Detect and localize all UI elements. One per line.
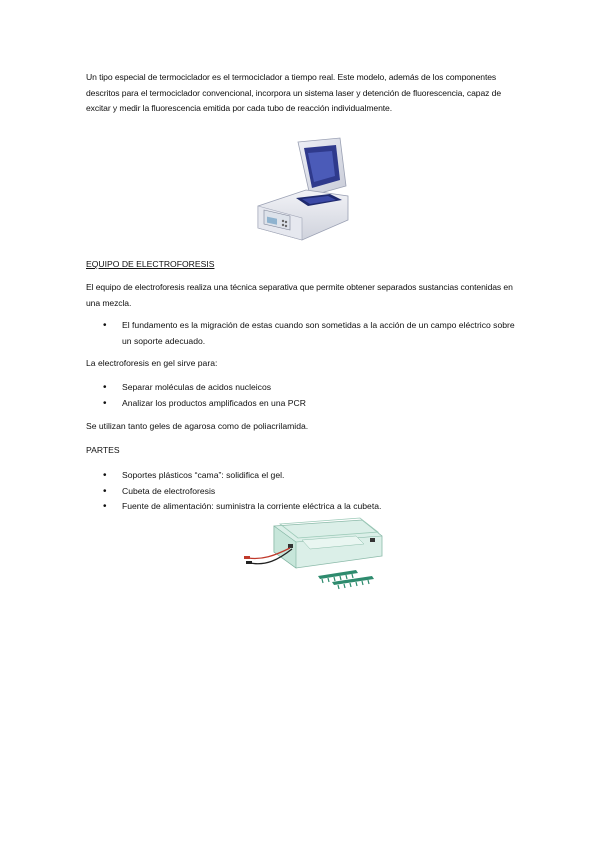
list-item: • Analizar los productos amplificados en una PCR — [86, 396, 526, 412]
parts-list — [86, 468, 526, 515]
parts-heading: PARTES — [86, 445, 120, 455]
section-heading: EQUIPO DE ELECTROFORESIS — [86, 259, 215, 269]
list-item: • El fundamento es la migración de estas cuando son sometidas a la acción de un campo eléctrico sobre un soporte adecuado. — [86, 318, 526, 349]
thermocycler-image — [250, 136, 350, 242]
fundamento-list — [86, 318, 526, 349]
list-item: • Soportes plásticos “cama”: solidifica el gel. — [86, 468, 526, 484]
list-item: • Separar moléculas de acidos nucleicos — [86, 380, 526, 396]
list-item: • Fuente de alimentación: suministra la corriente eléctrica a la cubeta. — [86, 499, 526, 515]
uses-list — [86, 380, 526, 411]
uses-intro: La electroforesis en gel sirve para: — [86, 358, 218, 368]
definition-paragraph: El equipo de electroforesis realiza una técnica separativa que permite obtener separados sustancias contenidas en una mezcla. — [86, 282, 513, 308]
list-item: • Cubeta de electroforesis — [86, 484, 526, 500]
intro-paragraph: Un tipo especial de termociclador es el termociclador a tiempo real. Este modelo, además de los componentes descritos para el termociclador convencional, incorpora un sistema laser y detención de fluorescencia, capaz de excitar y medir la fluorescencia emitida por cada tubo de reacción individualmente. — [86, 72, 501, 113]
electrophoresis-chamber-image — [244, 516, 386, 592]
gels-paragraph: Se utilizan tanto geles de agarosa como de poliacrilamida. — [86, 421, 309, 431]
